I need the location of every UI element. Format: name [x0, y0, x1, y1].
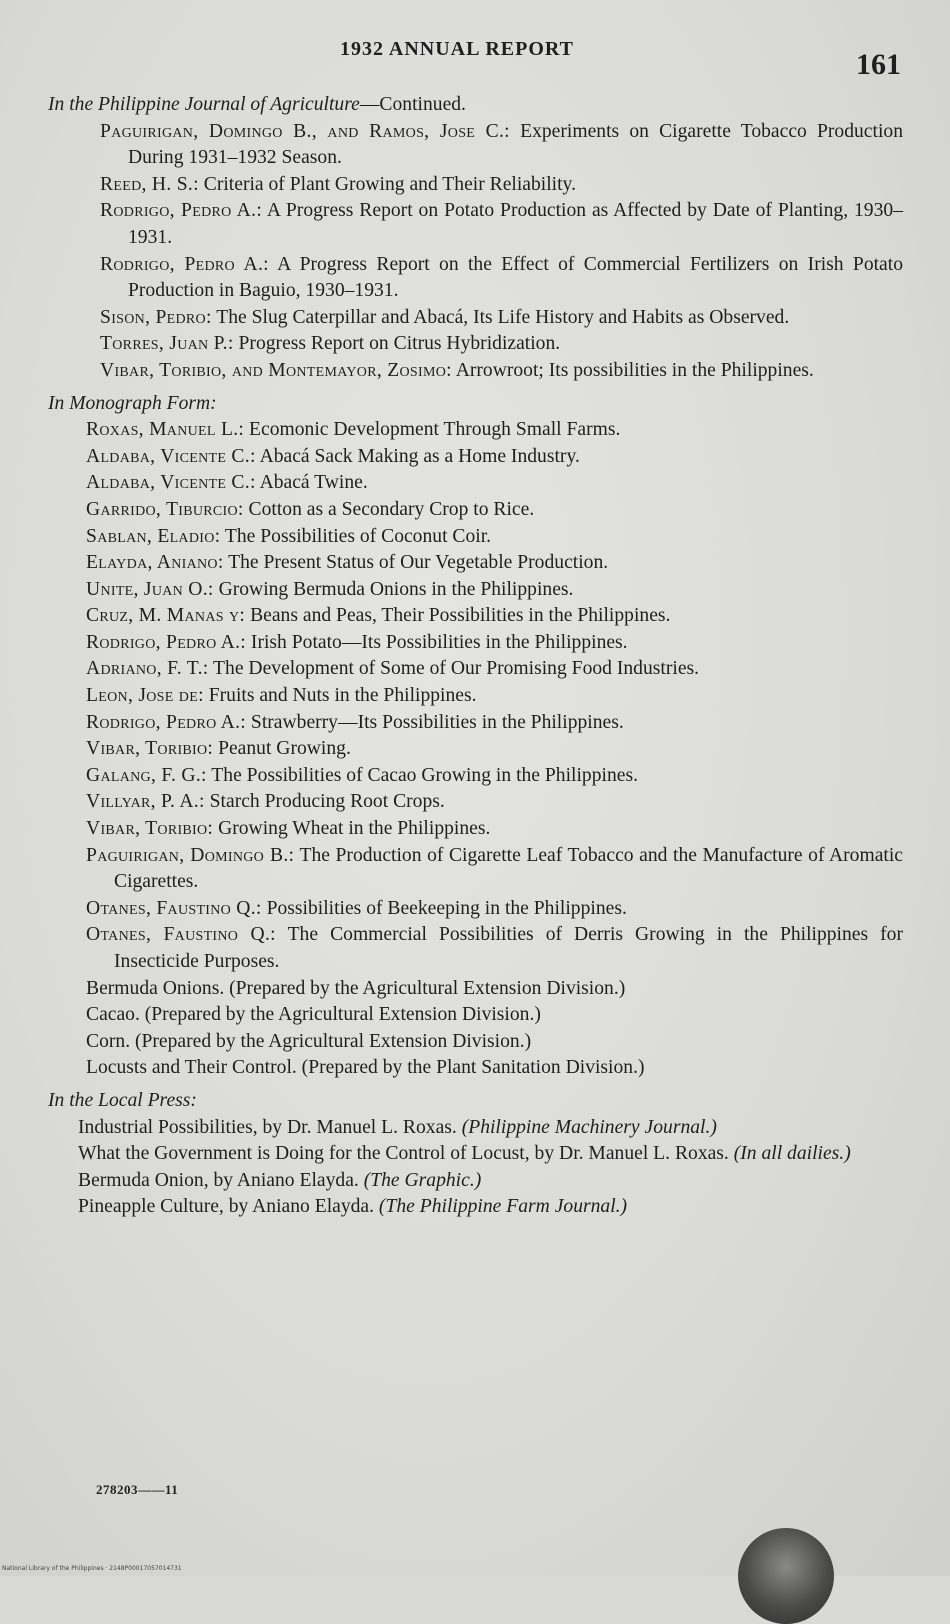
entry-title: Experiments on Cigarette Tobacco Production During 1931–1932 Season. [128, 120, 903, 169]
entry-author: Vibar, Toribio: [86, 818, 214, 840]
entry-title: Progress Report on Citrus Hybridization. [233, 333, 561, 355]
bibliography-entry [86, 577, 903, 604]
bibliography-entry [100, 119, 903, 172]
entry-author: Otanes, Faustino Q.: [86, 924, 276, 946]
entry-author: Rodrigo, Pedro A.: [100, 253, 269, 275]
entry-author: Paguirigan, Domingo B., and Ramos, Jose C.: [100, 120, 510, 142]
bibliography-entry [86, 896, 903, 923]
entry-author: Paguirigan, Domingo B.: [86, 844, 295, 866]
bibliography-entry [86, 470, 903, 497]
entry-title: Peanut Growing. [213, 738, 351, 760]
bibliography-entry [86, 1029, 903, 1056]
bibliography-entry [86, 524, 903, 551]
entry-title: Locusts and Their Control. (Prepared by the Plant Sanitation Division.) [86, 1057, 645, 1079]
bibliography-entry [86, 763, 903, 790]
entry-author: Garrido, Tiburcio: [86, 498, 244, 520]
bibliography-entry [86, 843, 903, 896]
entry-author: Roxas, Manuel L.: [86, 419, 245, 441]
entry-author: Aldaba, Vicente C.: [86, 445, 256, 467]
bibliography-entry [86, 922, 903, 975]
monograph-entries [48, 417, 903, 1082]
entry-title: Abacá Twine. [255, 472, 368, 494]
bibliography-entry [86, 736, 903, 763]
entry-author: Vibar, Toribio, and Montemayor, Zosimo: [100, 359, 452, 381]
entry-author: Torres, Juan P.: [100, 333, 234, 355]
bibliography-entry [86, 630, 903, 657]
bibliography-entry [100, 172, 903, 199]
entry-author: Adriano, F. T.: [86, 658, 209, 680]
bibliography-entry [86, 417, 903, 444]
entry-author: Reed, H. S.: [100, 173, 199, 195]
printer-code: 278203——11 [96, 1482, 179, 1497]
entry-author: Rodrigo, Pedro A.: [86, 711, 247, 733]
entry-author: Rodrigo, Pedro A.: [100, 200, 263, 222]
entry-title: Starch Producing Root Crops. [204, 791, 445, 813]
page-header [0, 36, 950, 81]
entry-author: Vibar, Toribio: [86, 738, 214, 760]
entry-author: Leon, Jose de: [86, 685, 204, 707]
entry-title: The Possibilities of Cacao Growing in the Philippines. [206, 764, 638, 786]
entry-title: Irish Potato—Its Possibilities in the Philippines. [246, 631, 628, 653]
running-title: 1932 ANNUAL REPORT [340, 38, 574, 60]
entry-title: The Present Status of Our Vegetable Production. [223, 552, 609, 574]
entry-title: The Commercial Possibilities of Derris Growing in the Philippines for Insecticide Purposes. [114, 924, 903, 972]
bibliography-list [48, 92, 903, 1221]
entry-author: Unite, Juan O.: [86, 578, 214, 600]
bibliography-entry [86, 1002, 903, 1029]
scan-credit: National Library of the Philippines · 2148P00017057014731 [2, 1565, 182, 1572]
bibliography-entry [86, 789, 903, 816]
bibliography-entry [86, 550, 903, 577]
entry-title: The Possibilities of Coconut Coir. [220, 525, 492, 547]
entry-title: Ecomonic Development Through Small Farms. [244, 419, 621, 441]
bibliography-entry [86, 710, 903, 737]
entry-title: The Slug Caterpillar and Abacá, Its Life History and Habits as Observed. [211, 306, 790, 328]
entry-source: (The Philippine Farm Journal.) [378, 1196, 628, 1218]
press-entries [48, 1115, 903, 1221]
section-heading-journal: In the Philippine Journal of Agriculture—Continued. [48, 94, 466, 115]
entry-author: Elayda, Aniano: [86, 552, 224, 574]
bibliography-entry [100, 331, 903, 358]
page-number: 161 [856, 48, 901, 81]
bibliography-entry [78, 1194, 903, 1221]
entry-source: (In all dailies.) [733, 1143, 851, 1165]
entry-title: Corn. (Prepared by the Agricultural Extension Division.) [86, 1030, 532, 1052]
entry-title: Pineapple Culture, by Aniano Elayda. [78, 1196, 379, 1218]
entry-author: Cruz, M. Manas y: [86, 605, 246, 627]
bibliography-entry [86, 497, 903, 524]
bibliography-entry [100, 198, 903, 251]
bibliography-entry [86, 683, 903, 710]
entry-title: Bermuda Onions. (Prepared by the Agricultural Extension Division.) [86, 977, 626, 999]
entry-author: Villyar, P. A.: [86, 791, 205, 813]
entry-title: Criteria of Plant Growing and Their Reliability. [198, 173, 576, 195]
bibliography-entry [86, 1055, 903, 1082]
entry-source: (Philippine Machinery Journal.) [461, 1116, 717, 1138]
section-heading-press: In the Local Press: [48, 1089, 197, 1111]
bibliography-entry [78, 1115, 903, 1142]
bibliography-entry [100, 358, 903, 385]
bibliography-entry [100, 305, 903, 332]
entry-title: Abacá Sack Making as a Home Industry. [255, 445, 580, 467]
entry-title: Strawberry—Its Possibilities in the Philippines. [246, 711, 624, 733]
entry-author: Aldaba, Vicente C.: [86, 472, 256, 494]
scanner-thumb-shadow [738, 1528, 834, 1624]
bibliography-entry [78, 1141, 903, 1168]
entry-title: What the Government is Doing for the Control of Locust, by Dr. Manuel L. Roxas. [78, 1143, 734, 1165]
entry-title: Possibilities of Beekeeping in the Philippines. [261, 897, 627, 919]
entry-source: (The Graphic.) [363, 1169, 482, 1191]
entry-title: A Progress Report on Potato Production as Affected by Date of Planting, 1930–1931. [128, 200, 903, 248]
entry-title: The Development of Some of Our Promising Food Industries. [208, 658, 700, 680]
journal-entries [48, 119, 903, 385]
entry-author: Galang, F. G.: [86, 764, 207, 786]
entry-title: Beans and Peas, Their Possibilities in the Philippines. [245, 605, 671, 627]
bibliography-entry [100, 252, 903, 305]
entry-title: Industrial Possibilities, by Dr. Manuel L. Roxas. [78, 1116, 462, 1138]
entry-title: Cotton as a Secondary Crop to Rice. [243, 498, 535, 520]
bibliography-entry [86, 656, 903, 683]
entry-title: Cacao. (Prepared by the Agricultural Extension Division.) [86, 1004, 541, 1026]
entry-title: The Production of Cigarette Leaf Tobacco and the Manufacture of Aromatic Cigarettes. [114, 844, 903, 893]
entry-title: Arrowroot; Its possibilities in the Philippines. [451, 359, 814, 381]
entry-title: Fruits and Nuts in the Philippines. [203, 685, 477, 707]
bibliography-entry [86, 603, 903, 630]
entry-title: A Progress Report on the Effect of Commercial Fertilizers on Irish Potato Production in Baguio, 1930–1931. [128, 253, 903, 302]
bibliography-entry [86, 444, 903, 471]
entry-author: Sison, Pedro: [100, 306, 212, 328]
entry-title: Bermuda Onion, by Aniano Elayda. [78, 1169, 364, 1191]
entry-title: Growing Bermuda Onions in the Philippines. [213, 578, 574, 600]
entry-author: Otanes, Faustino Q.: [86, 897, 262, 919]
section-heading-monograph: In Monograph Form: [48, 392, 217, 414]
bibliography-entry [86, 976, 903, 1003]
bibliography-entry [86, 816, 903, 843]
entry-title: Growing Wheat in the Philippines. [213, 818, 491, 840]
bibliography-entry [78, 1168, 903, 1195]
entry-author: Sablan, Eladio: [86, 525, 221, 547]
entry-author: Rodrigo, Pedro A.: [86, 631, 247, 653]
